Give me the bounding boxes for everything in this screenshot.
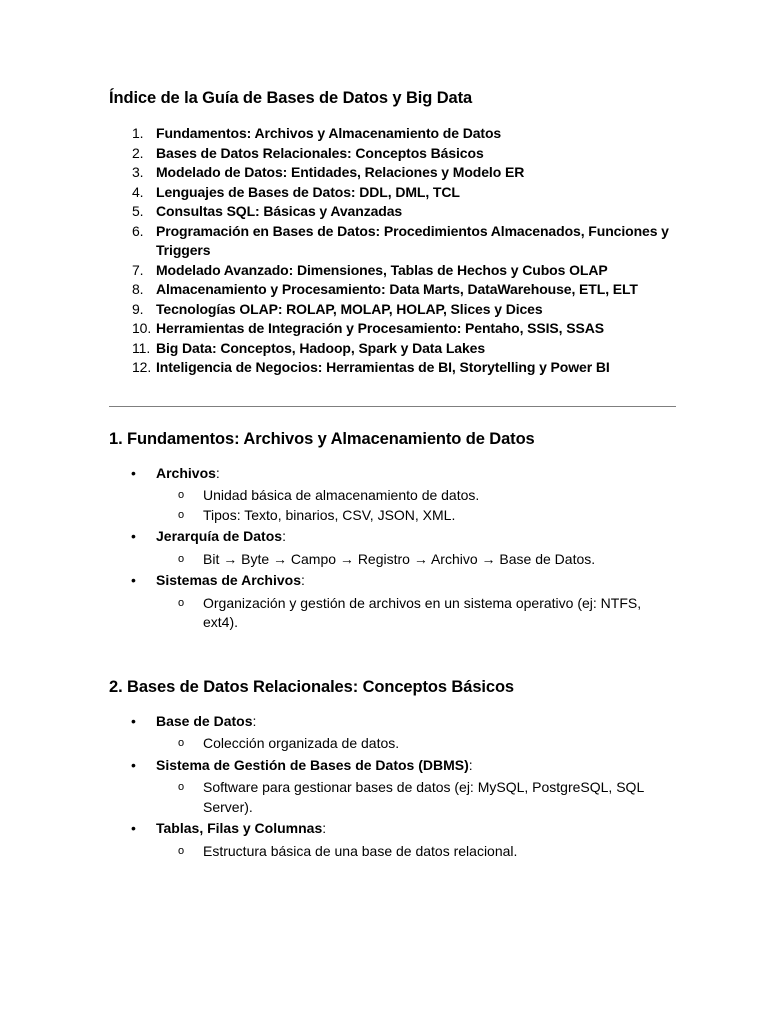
toc-text: Modelado de Datos: Entidades, Relaciones y Modelo ER — [156, 164, 525, 180]
sub-list-item — [156, 778, 676, 817]
toc-number: 12. — [132, 359, 152, 375]
toc-item — [109, 261, 676, 281]
toc-text: Lenguajes de Bases de Datos: DDL, DML, TCL — [156, 183, 460, 200]
toc-text: Fundamentos: Archivos y Almacenamiento de Datos — [156, 125, 502, 141]
toc-number: 6. — [132, 222, 144, 239]
sub-list-item — [156, 550, 676, 570]
sub-item-text: Estructura básica de una base de datos relacional. — [203, 842, 518, 859]
bullet-list — [109, 464, 676, 633]
toc-text: Almacenamiento y Procesamiento: Data Marts, DataWarehouse, ETL, ELT — [156, 281, 638, 297]
sub-list — [156, 550, 676, 570]
term-suffix: : — [282, 528, 286, 544]
sub-list-item — [156, 506, 676, 526]
list-item — [109, 527, 676, 569]
circle-bullet-icon: o — [178, 552, 185, 565]
circle-bullet-icon: o — [178, 781, 185, 793]
sub-list — [156, 842, 676, 862]
section-bases-relacionales — [109, 675, 676, 862]
list-item — [109, 571, 676, 633]
term-label: Sistemas de Archivos — [156, 572, 301, 588]
sub-item-text: Colección organizada de datos. — [203, 735, 400, 751]
circle-bullet-icon: o — [178, 596, 185, 609]
circle-bullet-icon: o — [178, 737, 185, 749]
bullet-icon: • — [131, 572, 136, 588]
table-of-contents — [109, 124, 676, 378]
sub-list-item — [156, 842, 676, 862]
toc-item — [109, 280, 676, 300]
section-fundamentos — [109, 427, 676, 633]
document-content — [109, 86, 676, 861]
toc-item — [109, 202, 676, 222]
term-label: Sistema de Gestión de Bases de Datos (DBMS) — [156, 756, 469, 773]
toc-text: Tecnologías OLAP: ROLAP, MOLAP, HOLAP, Slices y Dices — [156, 300, 543, 317]
toc-text: Programación en Bases de Datos: Procedimientos Almacenados, Funciones y Triggers — [156, 222, 669, 258]
toc-number: 2. — [132, 144, 144, 161]
toc-item — [109, 300, 676, 320]
term-suffix: : — [252, 712, 257, 729]
term-suffix: : — [215, 464, 220, 481]
document-title: Índice de la Guía de Bases de Datos y Big Data — [109, 89, 473, 107]
section-heading: 2. Bases de Datos Relacionales: Conceptos Básicos — [109, 677, 515, 696]
bullet-list — [109, 712, 676, 862]
toc-number: 9. — [132, 300, 144, 317]
toc-number: 5. — [132, 203, 144, 219]
sub-item-text: Organización y gestión de archivos en un sistema operativo (ej: NTFS, ext4). — [203, 594, 642, 630]
bullet-icon: • — [131, 820, 136, 836]
toc-text: Bases de Datos Relacionales: Conceptos Básicos — [156, 144, 484, 161]
bullet-icon: • — [131, 464, 136, 481]
sub-list-item — [156, 594, 676, 633]
sub-list — [156, 486, 676, 525]
toc-number: 7. — [132, 261, 144, 278]
term-label: Base de Datos — [156, 712, 253, 729]
circle-bullet-icon: o — [178, 508, 185, 521]
term-suffix: : — [322, 820, 327, 836]
bullet-icon: • — [131, 756, 136, 773]
toc-number: 4. — [132, 183, 144, 200]
toc-text: Big Data: Conceptos, Hadoop, Spark y Data Lakes — [156, 339, 486, 356]
sub-list — [156, 594, 676, 633]
term-label: Tablas, Filas y Columnas — [156, 820, 323, 836]
bullet-icon: • — [131, 528, 136, 544]
toc-item — [109, 183, 676, 203]
list-item — [109, 464, 676, 526]
toc-number: 11. — [132, 339, 151, 356]
toc-text: Modelado Avanzado: Dimensiones, Tablas de Hechos y Cubos OLAP — [156, 261, 608, 278]
toc-item — [109, 124, 676, 144]
circle-bullet-icon: o — [178, 489, 185, 501]
term-label: Archivos — [156, 464, 216, 481]
bullet-icon: • — [131, 712, 136, 729]
toc-item — [109, 358, 676, 378]
sub-item-text: Unidad básica de almacenamiento de datos. — [203, 487, 480, 503]
sub-list — [156, 778, 676, 817]
toc-item — [109, 319, 676, 339]
toc-number: 3. — [132, 164, 144, 180]
term-label: Jerarquía de Datos — [156, 528, 283, 544]
toc-text: Consultas SQL: Básicas y Avanzadas — [156, 203, 403, 219]
term-suffix: : — [468, 756, 473, 773]
list-item — [109, 756, 676, 818]
sub-item-text: Bit → Byte → Campo → Registro → Archivo → Base de Datos. — [203, 550, 596, 567]
sub-list-item — [156, 734, 676, 754]
list-item — [109, 819, 676, 861]
sub-list-item — [156, 486, 676, 506]
sub-item-text: Tipos: Texto, binarios, CSV, JSON, XML. — [203, 506, 456, 523]
toc-number: 8. — [132, 281, 144, 297]
toc-text: Inteligencia de Negocios: Herramientas de BI, Storytelling y Power BI — [156, 359, 610, 375]
section-divider — [109, 406, 676, 407]
toc-item — [109, 339, 676, 359]
section-heading: 1. Fundamentos: Archivos y Almacenamiento de Datos — [109, 429, 535, 448]
toc-number: 10. — [132, 320, 152, 336]
toc-item — [109, 144, 676, 164]
term-suffix: : — [301, 572, 305, 588]
sub-item-text: Software para gestionar bases de datos (ej: MySQL, PostgreSQL, SQL Server). — [203, 779, 644, 815]
toc-number: 1. — [132, 125, 144, 141]
toc-item — [109, 163, 676, 183]
toc-text: Herramientas de Integración y Procesamiento: Pentaho, SSIS, SSAS — [156, 320, 604, 336]
toc-item — [109, 222, 676, 261]
list-item — [109, 712, 676, 754]
sub-list — [156, 734, 676, 754]
circle-bullet-icon: o — [178, 844, 185, 857]
